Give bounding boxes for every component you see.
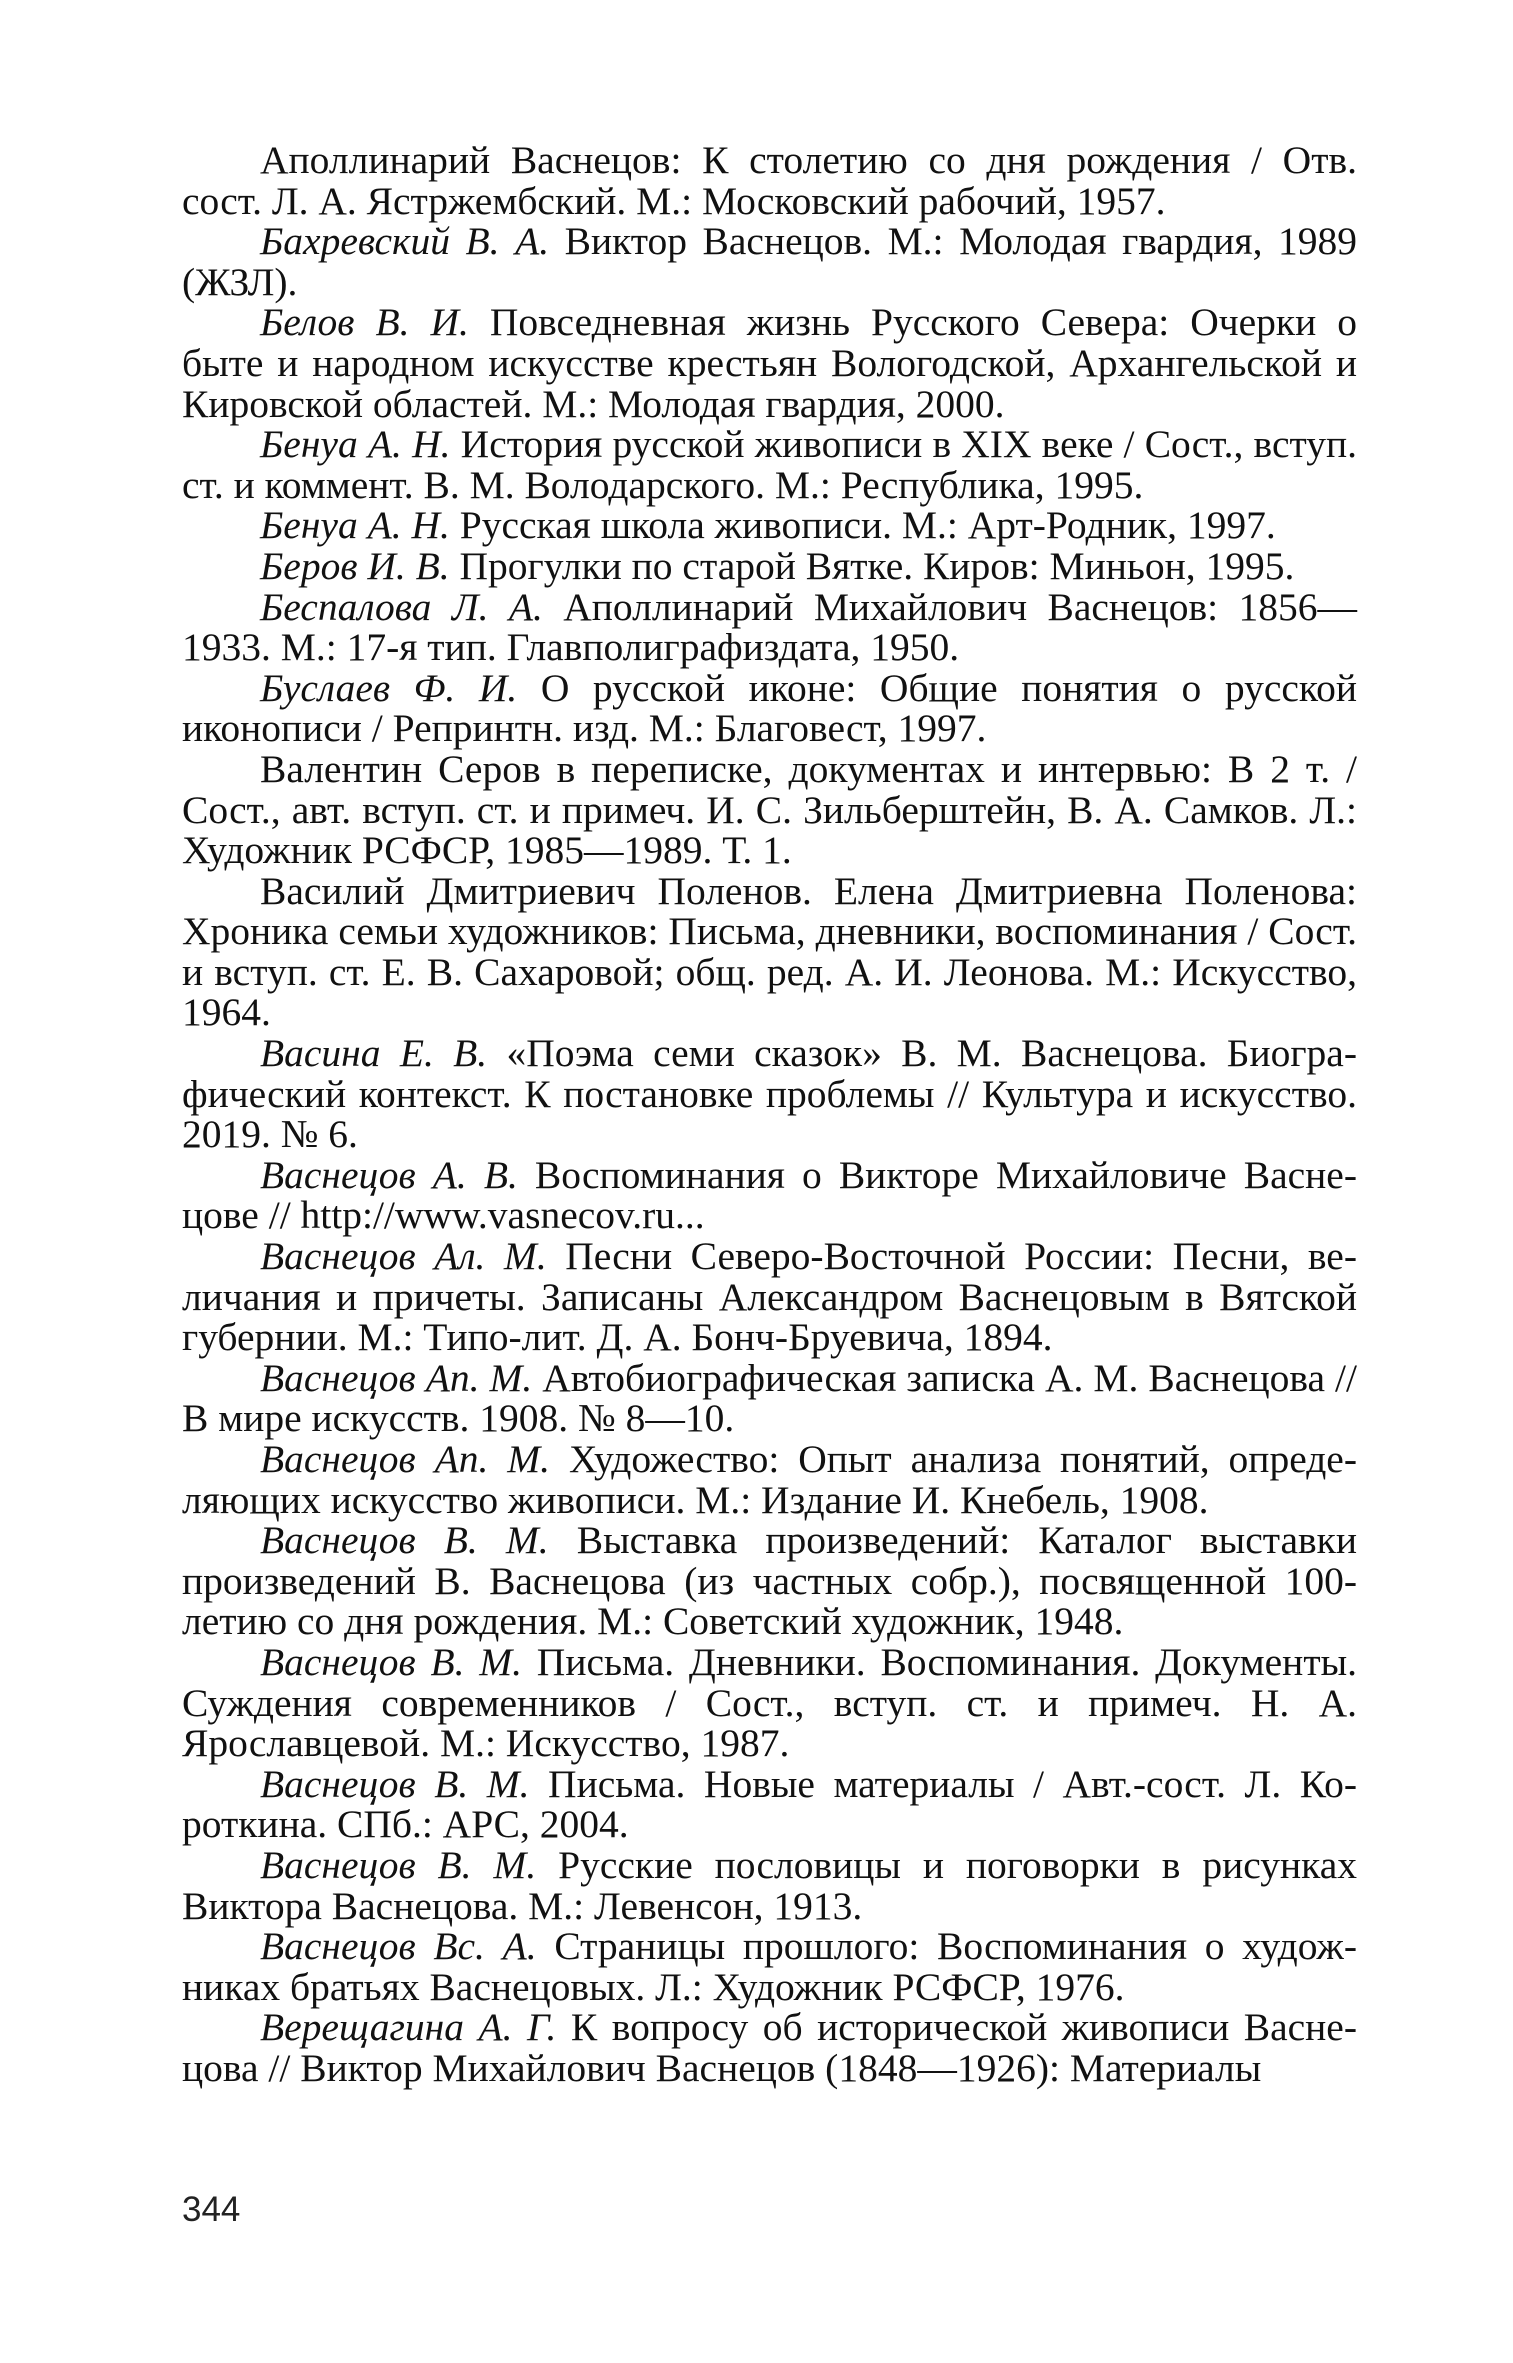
entry-text: Песни Северо-Восточной России: Песни, величания и причеты. Записаны Александром Васнецовым в Вятской губернии. М.: Типо-лит. Д. А. Бонч-Бруевича, 1894. [182, 1234, 1357, 1360]
entry-author: Белов В. И. [260, 300, 469, 345]
page-number: 344 [182, 2190, 241, 2229]
entry-author: Васнецов Ап. М. [260, 1355, 533, 1400]
bibliography-entry [182, 140, 1357, 221]
entry-author: Васнецов В. М. [260, 1639, 523, 1684]
entry-author: Васина Е. В. [260, 1031, 488, 1076]
entry-text: Страницы прошлого: Воспоминания о художниках братьях Васнецовых. Л.: Художник РСФСР, 1976. [182, 1924, 1357, 2009]
bibliography-entry [182, 1152, 1357, 1238]
bibliography-entry [182, 1926, 1357, 2007]
bibliography-entry [182, 1761, 1358, 1847]
entry-text: К вопросу об исторической живописи Васнецова // Виктор Михайлович Васнецов (1848—1926): Материалы [182, 2005, 1357, 2090]
bibliography-entry [182, 505, 1357, 546]
entry-text: Воспоминания о Викторе Михайловиче Васнецове // http://www.vasnecov.ru... [182, 1152, 1357, 1238]
entry-text: Виктор Васнецов. М.: Молодая гвардия, 1989 (ЖЗЛ). [182, 219, 1357, 304]
entry-text: Валентин Серов в переписке, документах и интервью: В 2 т. / Сост., авт. вступ. ст. и примеч. И. С. Зильберштейн, В. А. Самков. Л.: Художник РСФСР, 1985—1989. Т. 1. [182, 746, 1357, 873]
bibliography-entry [182, 1520, 1357, 1642]
entry-author: Васнецов Ал. М. [260, 1234, 547, 1279]
entry-text: Аполлинарий Васнецов: К столетию со дня рождения / Отв. сост. Л. А. Ястржембский. М.: Московский рабочий, 1957. [182, 138, 1357, 223]
entry-text: Повседневная жизнь Русского Севера: Очерки о быте и народном искусстве крестьян Вологодской, Архангельской и Кировской областей. М.: Молодая гвардия, 2000. [182, 300, 1358, 426]
entry-author: Васнецов В. М. [260, 1842, 537, 1887]
entry-text: Выставка произведений: Каталог выставки произведений В. Васнецова (из частных собр.), посвященной 100-летию со дня рождения. М.: Советский художник, 1948. [182, 1518, 1357, 1644]
entry-text: Художество: Опыт анализа понятий, определяющих искусство живописи. М.: Издание И. Кнебель, 1908. [182, 1437, 1357, 1522]
entry-text: «Поэма семи сказок» В. М. Васнецова. Биографический контекст. К постановке проблемы // Культура и искусство. 2019. № 6. [182, 1031, 1357, 1157]
bibliography-entry [182, 665, 1358, 751]
bibliography-entry [182, 2007, 1357, 2088]
entry-author: Васнецов Ап. М. [260, 1437, 551, 1481]
bibliography-entry [182, 543, 1357, 588]
entry-author: Беров И. В. [260, 543, 450, 588]
entry-author: Васнецов В. М. [260, 1761, 530, 1806]
bibliography-entry [182, 302, 1357, 424]
bibliography-entry [182, 1439, 1357, 1520]
entry-text: Аполлинарий Михайлович Васнецов: 1856—1933. М.: 17-я тип. Главполиграфиздата, 1950. [182, 584, 1357, 670]
bibliography-entry [182, 424, 1357, 505]
bibliography-page [182, 140, 1357, 2089]
entry-author: Верещагина А. Г. [260, 2005, 557, 2050]
bibliography-entry [182, 221, 1357, 302]
entry-text: Русские пословицы и поговорки в рисунках Виктора Васнецова. М.: Левенсон, 1913. [182, 1842, 1357, 1928]
bibliography-entry [182, 868, 1357, 1035]
entry-author: Васнецов В. М. [260, 1518, 549, 1563]
bibliography-entry [182, 1033, 1357, 1155]
bibliography-entry [182, 584, 1357, 670]
entry-author: Васнецов А. В. [260, 1152, 518, 1197]
entry-author: Буслаев Ф. И. [260, 665, 518, 710]
entry-text: Русская школа живописи. М.: Арт-Родник, 1997. [449, 503, 1276, 548]
bibliography-entry [182, 1355, 1357, 1441]
entry-text: Прогулки по старой Вятке. Киров: Миньон, 1995. [449, 543, 1295, 588]
entry-author: Бахревский В. А. [260, 219, 550, 264]
entry-text: Автобиографическая записка А. М. Васнецова // В мире искусств. 1908. № 8—10. [182, 1355, 1357, 1441]
bibliography-entry [182, 1236, 1357, 1358]
entry-author: Васнецов Вс. А. [260, 1924, 537, 1969]
entry-author: Беспалова Л. А. [260, 584, 543, 629]
bibliography-entry [182, 746, 1357, 873]
entry-text: Письма. Новые материалы / Авт.-сост. Л. Короткина. СПб.: АРС, 2004. [182, 1761, 1358, 1847]
entry-author: Бенуа А. Н. [260, 503, 450, 548]
entry-text: Письма. Дневники. Воспоминания. Документы. Суждения современников / Сост., вступ. ст. и примеч. Н. А. Ярославцевой. М.: Искусство, 1987. [182, 1639, 1357, 1766]
entry-text: О русской иконе: Общие понятия о русской иконописи / Репринтн. изд. М.: Благовест, 1997. [182, 665, 1358, 751]
entry-text: История русской живописи в XIX веке / Сост., вступ. ст. и коммент. В. М. Володарского. М.: Республика, 1995. [182, 422, 1357, 507]
bibliography-entry [182, 1639, 1357, 1766]
entry-text: Василий Дмитриевич Поленов. Елена Дмитриевна Поленова: Хроника семьи художников: Письма, дневники, воспоминания / Сост. и вступ. ст. Е. В. Сахаровой; общ. ред. А. И. Леонова. М.: Искусство, 1964. [182, 868, 1357, 1035]
entry-author: Бенуа А. Н. [260, 422, 451, 467]
bibliography-entry [182, 1842, 1357, 1928]
